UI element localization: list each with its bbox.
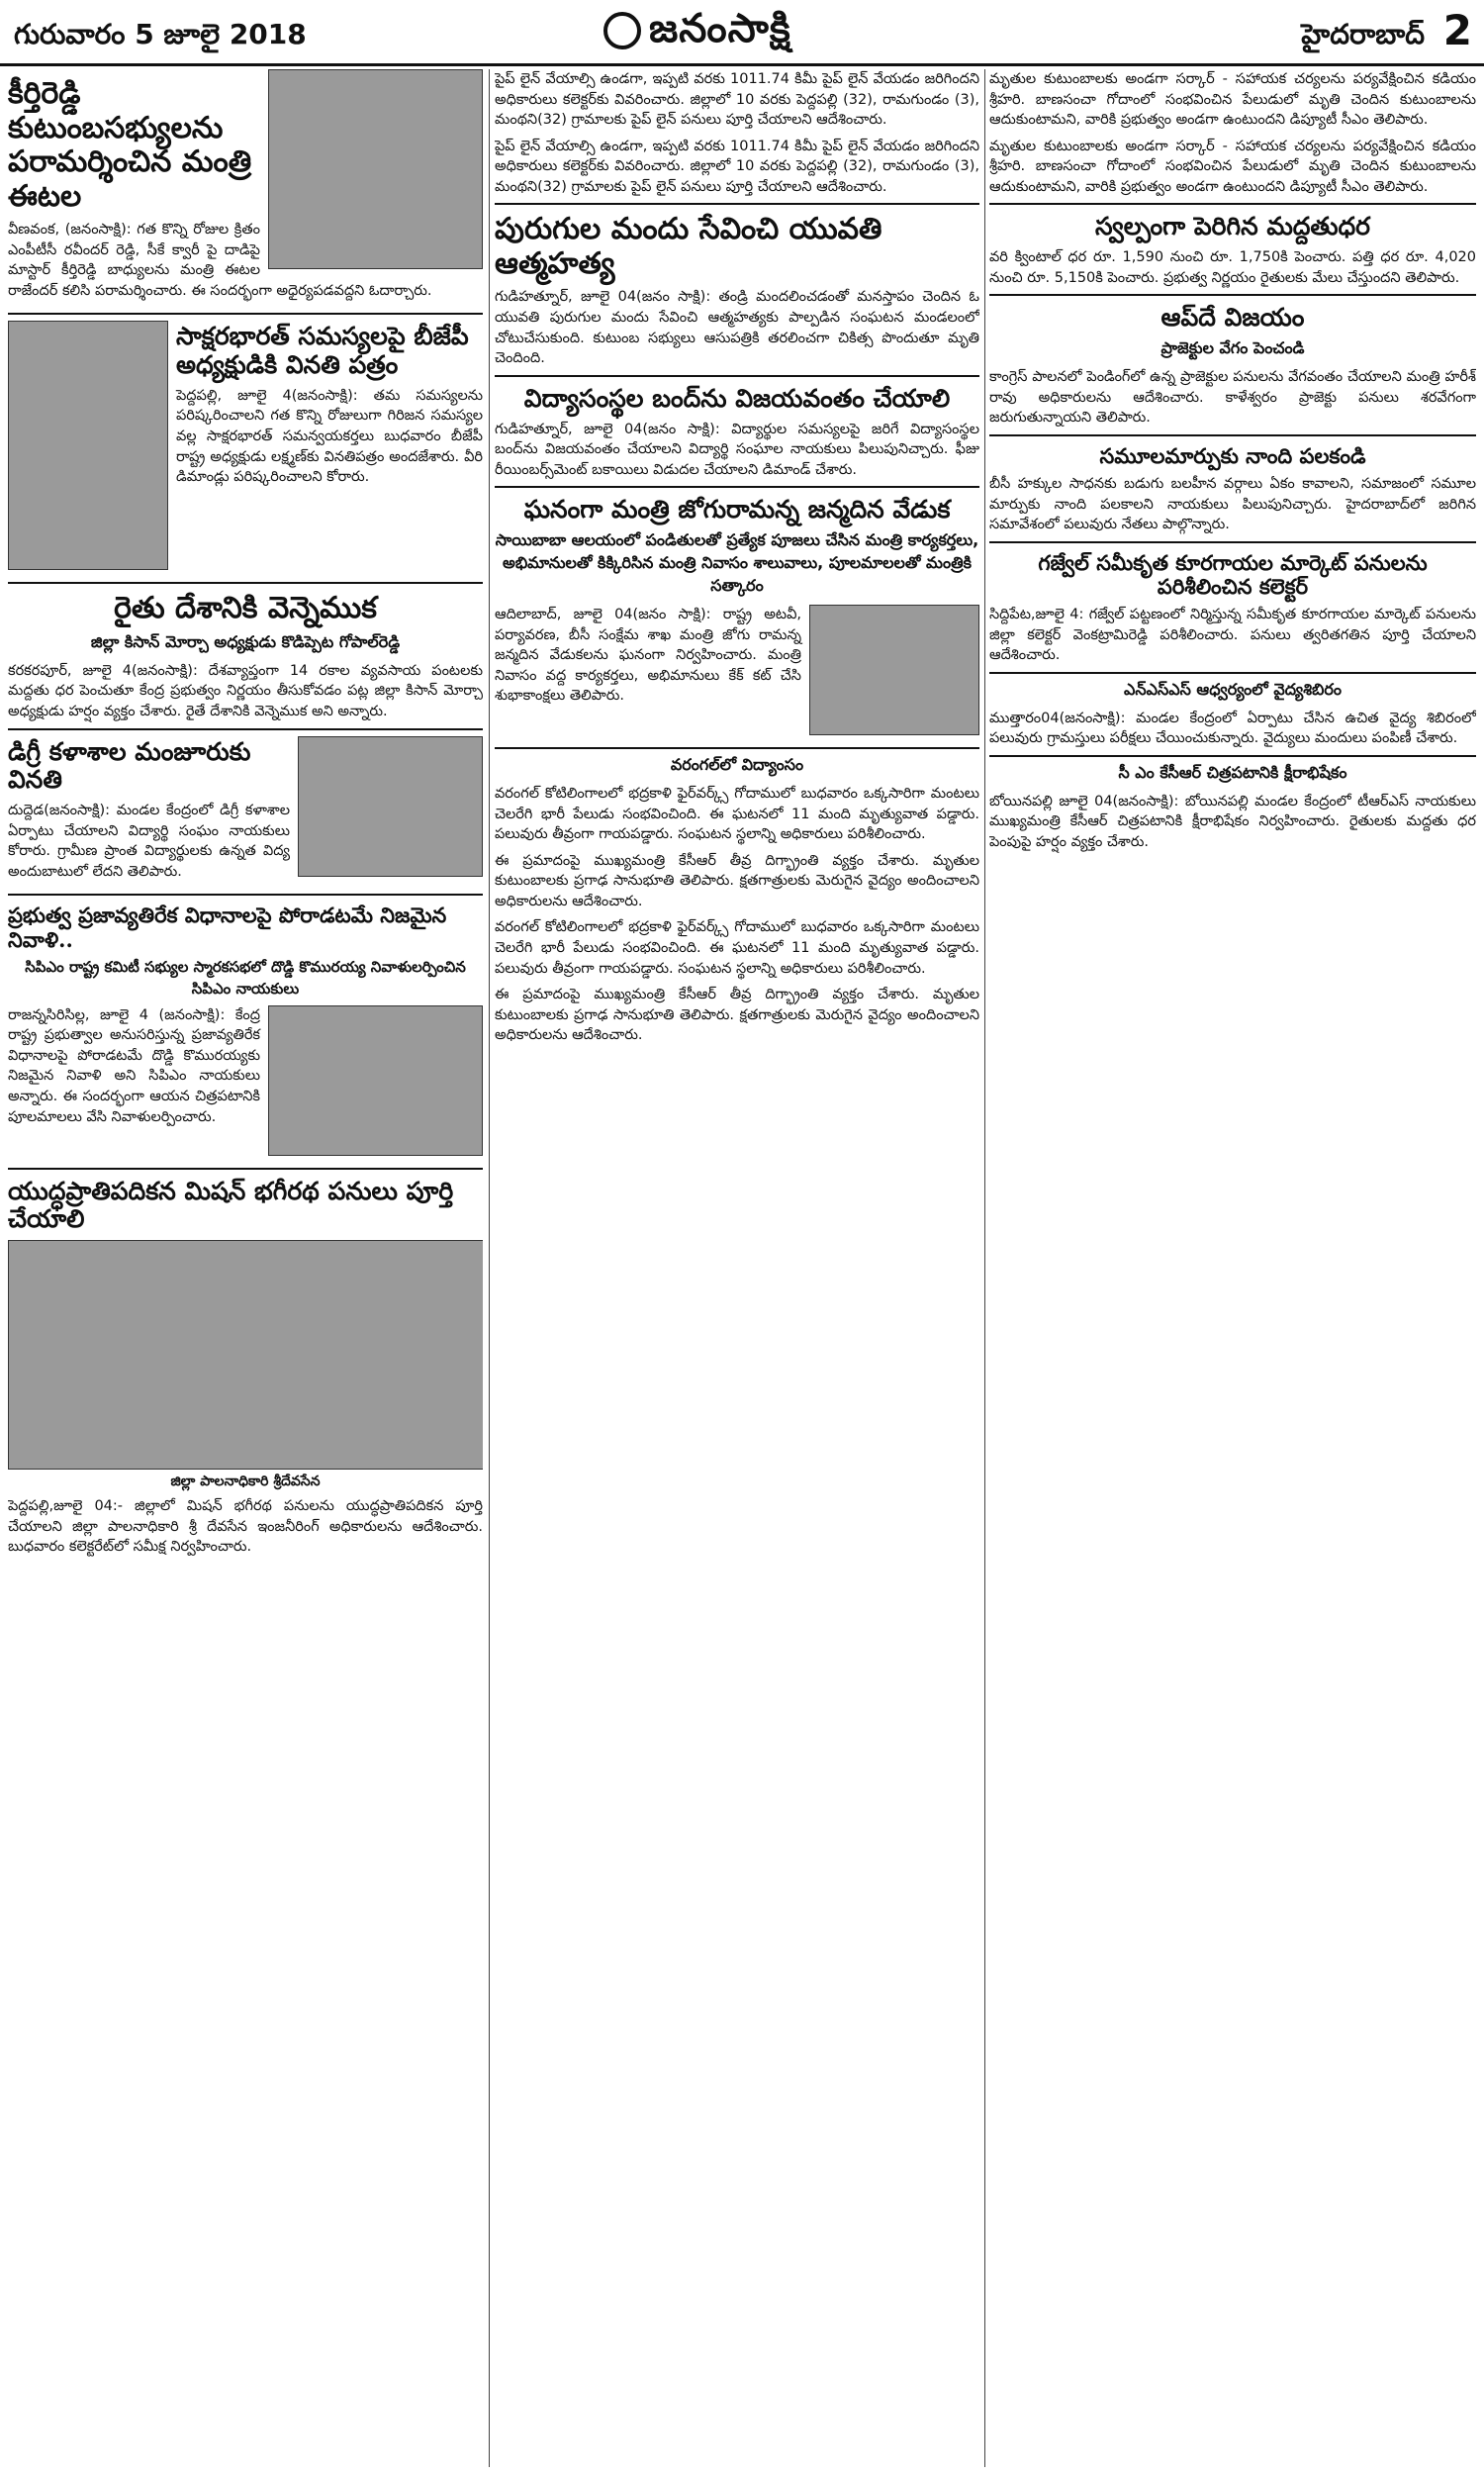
- article-text: వరంగల్ కోటిలింగాలలో భద్రకాళి ఫైర్‌వర్క్స్ గోదాములో బుధవారం ఒక్కసారిగా మంటలు చెలరేగి భారీ పేలుడు సంభవించింది. ఈ ఘటనలో 11 మంది మృత్యువాత పడ్డారు. పలువురు తీవ్రంగా గాయపడ్డారు. సంఘటన స్థలాన్ని అధికారులు పరిశీలించారు.: [495, 919, 979, 977]
- article-text: బోయినపల్లి జూలై 04(జనంసాక్షి): బోయినపల్లి మండల కేంద్రంలో టీఆర్ఎస్ నాయకులు ముఖ్యమంత్రి కేసీఆర్ చిత్రపటానికి క్షీరాభిషేకం నిర్వహించారు. రైతులకు మద్దతు ధర పెంపుపై హర్షం వ్యక్తం చేశారు.: [989, 793, 1476, 851]
- article-text: వరంగల్ కోటిలింగాలలో భద్రకాళి ఫైర్‌వర్క్స్ గోదాములో బుధవారం ఒక్కసారిగా మంటలు చెలరేగి భారీ పేలుడు సంభవించింది. ఈ ఘటనలో 11 మంది మృత్యువాత పడ్డారు. పలువురు తీవ్రంగా గాయపడ్డారు. సంఘటన స్థలాన్ని అధికారులు పరిశీలించారు.: [495, 786, 979, 843]
- headline: స్వల్పంగా పెరిగిన మద్దతుధర: [1094, 212, 1370, 241]
- section-title: సీ ఎం కేసీఆర్ చిత్రపటానికి క్షీరాభిషేకం: [1118, 762, 1347, 782]
- headline: విద్యాసంస్థల బంద్‌ను విజయవంతం చేయాలి: [523, 383, 951, 413]
- logo-mark-icon: [603, 12, 641, 49]
- column-1: [8, 69, 483, 2467]
- article-text: పైప్ లైన్ వేయాల్సి ఉండగా, ఇప్పటి వరకు 1011.74 కిమీ పైప్ లైన్ వేయడం జరిగిందని అధికారులు కలెక్టర్‌కు వివరించారు. జిల్లాలో 10 వరకు పెద్దపల్లి (32), రామగుండం (3), మంథని(32) గ్రామాలకు పైప్ లైన్ పనులు పూర్తి చేయాలని ఆదేశించారు.: [495, 71, 979, 129]
- headline: సాక్షరభారత్ సమస్యలపై బీజేపీ అధ్యక్షుడికి వినతి పత్రం: [176, 322, 469, 380]
- article-text: బీసీ హక్కుల సాధనకు బడుగు బలహీన వర్గాలు ఏకం కావాలని, సమాజంలో సమూల మార్పుకు నాంది పలకాలని నాయకులు పిలుపునిచ్చారు. హైదరాబాద్‌లో జరిగిన సమావేశంలో పలువురు నేతలు పాల్గొన్నారు.: [989, 476, 1476, 533]
- article-text: గుడిహత్నూర్, జూలై 04(జనం సాక్షి): తండ్రి మందలించడంతో మనస్తాపం చెందిన ఓ యువతి పురుగుల మందు సేవించి ఆత్మహత్యకు పాల్పడిన సంఘటన మండలంలో చోటుచేసుకుంది. కుటుంబ సభ్యులు ఆసుపత్రికి తరలించగా చికిత్స పొందుతూ మృతి చెందింది.: [495, 289, 979, 367]
- headline: ఘనంగా మంత్రి జోగురామన్న జన్మదిన వేడుక: [523, 495, 951, 524]
- column-divider: [489, 69, 490, 2467]
- article-text: ఈ ప్రమాదంపై ముఖ్యమంత్రి కేసీఆర్ తీవ్ర దిగ్భ్రాంతి వ్యక్తం చేశారు. మృతుల కుటుంబాలకు ప్రగాఢ సానుభూతి తెలిపారు. క్షతగాత్రులకు మెరుగైన వైద్యం అందించాలని అధికారులను ఆదేశించారు.: [495, 852, 979, 909]
- subheadline: జిల్లా కిసాన్ మోర్చా అధ్యక్షుడు కొడిప్పెట గోపాల్‌రెడ్డి: [90, 631, 401, 651]
- article-text: పెద్దపల్లి, జూలై 4(జనంసాక్షి): తమ సమస్యలను పరిష్కరించాలని గత కొన్ని రోజులుగా గిరిజన సమస్యల వల్ల సాక్షరభారత్ సమన్వయకర్తలు బుధవారం బీజేపీ రాష్ట్ర అధ్యక్షుడు లక్ష్మణ్‌కు వినతిపత్రం అందజేశారు. వీరి డిమాండ్లు పరిష్కరించాలని కోరారు.: [176, 387, 483, 486]
- article-text: వీణవంక, (జనంసాక్షి): గత కొన్ని రోజుల క్రితం ఎంపీటీసీ రవీందర్ రెడ్డి, సీకే క్వారీ పై దాడిపై మాస్టార్ కీర్తిరెడ్డి బాధ్యులను మంత్రి ఈటల రాజేందర్ కలిసి పరామర్శించారు. ఈ సందర్భంగా అధైర్యపడవద్దని ఓదార్చారు.: [8, 222, 432, 299]
- subheadline: సిపిఎం రాష్ట్ర కమిటీ సభ్యుల స్మారకసభలో దొడ్డి కొమురయ్య నివాళులర్పించిన సిపిఎం నాయకులు: [25, 957, 466, 998]
- section-title: ఎన్ఎస్ఎస్ ఆధ్వర్యంలో వైద్యశిబిరం: [1124, 679, 1342, 699]
- news-photo: [268, 69, 483, 269]
- edition-city: హైదరాబాద్: [1301, 18, 1425, 50]
- article-text: గుడిహత్నూర్, జూలై 04(జనం సాక్షి): విద్యార్థుల సమస్యలపై జరిగే విద్యాసంస్థల బంద్‌ను విజయవంతం చేయాలని విద్యార్థి సంఘాల నాయకులు పిలుపునిచ్చారు. ఫీజు రీయింబర్స్‌మెంట్ బకాయిలు విడుదల చేయాలని డిమాండ్ చేశారు.: [495, 421, 979, 478]
- news-photo: [8, 321, 168, 570]
- photo-caption: జిల్లా పాలనాధికారి శ్రీదేవసేన: [170, 1474, 321, 1490]
- page-number: 2: [1442, 6, 1472, 54]
- headline: ప్రభుత్వ ప్రజావ్యతిరేక విధానాలపై పోరాడటమే నిజమైన నివాళి..: [8, 903, 447, 952]
- article-text: వరి క్వింటాల్ ధర రూ. 1,590 నుంచి రూ. 1,750కి పెంచారు. పత్తి ధర రూ. 4,020 నుంచి రూ. 5,150కి పెంచారు. ప్రభుత్వ నిర్ణయం రైతులకు మేలు చేస్తుందని తెలిపారు.: [989, 249, 1476, 286]
- column-2: [495, 69, 979, 2467]
- article-text: ఈ ప్రమాదంపై ముఖ్యమంత్రి కేసీఆర్ తీవ్ర దిగ్భ్రాంతి వ్యక్తం చేశారు. మృతుల కుటుంబాలకు ప్రగాఢ సానుభూతి తెలిపారు. క్షతగాత్రులకు మెరుగైన వైద్యం అందించాలని అధికారులను ఆదేశించారు.: [495, 987, 979, 1044]
- article-text: కాంగ్రెస్ పాలనలో పెండింగ్‌లో ఉన్న ప్రాజెక్టుల పనులను వేగవంతం చేయాలని మంత్రి హరీశ్ రావు అధికారులను ఆదేశించారు. కాళేశ్వరం ప్రాజెక్టు పనులు శరవేగంగా జరుగుతున్నాయని తెలిపారు.: [989, 369, 1476, 427]
- article-text: మృతుల కుటుంబాలకు అండగా సర్కార్ - సహాయక చర్యలను పర్యవేక్షించిన కడియం శ్రీహరి. బాణసంచా గోదాంలో సంభవించిన పేలుడులో మృతి చెందిన కుటుంబాలను ఆదుకుంటామని, వారికి ప్రభుత్వం అండగా ఉంటుందని డిప్యూటీ సీఎం తెలిపారు.: [989, 71, 1476, 129]
- news-photo: [298, 736, 483, 877]
- headline: పురుగుల మందు సేవించి యువతి ఆత్మహత్య: [495, 212, 882, 281]
- article-text: మృతుల కుటుంబాలకు అండగా సర్కార్ - సహాయక చర్యలను పర్యవేక్షించిన కడియం శ్రీహరి. బాణసంచా గోదాంలో సంభవించిన పేలుడులో మృతి చెందిన కుటుంబాలను ఆదుకుంటామని, వారికి ప్రభుత్వం అండగా ఉంటుందని డిప్యూటీ సీఎం తెలిపారు.: [989, 138, 1476, 195]
- article-text: రాజన్నసిరిసిల్ల, జూలై 4 (జనంసాక్షి): కేంద్ర రాష్ట్ర ప్రభుత్వాల అనుసరిస్తున్న ప్రజావ్యతిరేక విధానాలపై పోరాడటమే దొడ్డి కొమురయ్యకు నిజమైన నివాళి అని సిపిఎం నాయకులు అన్నారు. ఈ సందర్భంగా ఆయన చిత్రపటానికి పూలమాలలు వేసి నివాళులర్పించారు.: [8, 1006, 260, 1125]
- paper-logo: [603, 6, 791, 61]
- news-photo: [8, 1240, 483, 1470]
- article-text: ముత్తారం04(జనంసాక్షి): మండల కేంద్రంలో ఏర్పాటు చేసిన ఉచిత వైద్య శిబిరంలో పలువురు గ్రామస్తులు పరీక్షలు చేయించుకున్నారు. వైద్యులు మందులు పంపిణీ చేశారు.: [989, 710, 1476, 747]
- headline: ఆప్‌దే విజయం: [1160, 303, 1305, 333]
- column-divider: [984, 69, 985, 2467]
- headline: సమూలమార్పుకు నాంది పలకండి: [1099, 442, 1366, 468]
- article-text: పెద్దపల్లి,జూలై 04:- జిల్లాలో మిషన్ భగీరథ పనులను యుద్ధప్రాతిపదికన పూర్తి చేయాలని జిల్లా పాలనాధికారి శ్రీ దేవసేన ఇంజనీరింగ్ అధికారులను ఆదేశించారు. బుధవారం కలెక్టరేట్‌లో సమీక్ష నిర్వహించారు.: [8, 1498, 483, 1556]
- article-text: సిద్దిపేట,జూలై 4: గజ్వేల్ పట్టణంలో నిర్మిస్తున్న సమీకృత కూరగాయల మార్కెట్ పనులను జిల్లా కలెక్టర్ వెంకట్రామిరెడ్డి పరిశీలించారు. పనులు త్వరితగతిన పూర్తి చేయాలని ఆదేశించారు.: [989, 607, 1476, 664]
- headline: డిగ్రీ కళాశాల మంజూరుకు వినతి: [8, 736, 251, 795]
- headline: గజ్వేల్ సమీకృత కూరగాయల మార్కెట్ పనులను పరిశీలించిన కలెక్టర్: [1038, 549, 1428, 599]
- issue-date: గురువారం 5 జూలై 2018: [14, 18, 307, 50]
- article-text: పైప్ లైన్ వేయాల్సి ఉండగా, ఇప్పటి వరకు 1011.74 కిమీ పైప్ లైన్ వేయడం జరిగిందని అధికారులు కలెక్టర్‌కు వివరించారు. జిల్లాలో 10 వరకు పెద్దపల్లి (32), రామగుండం (3), మంథని(32) గ్రామాలకు పైప్ లైన్ పనులు పూర్తి చేయాలని ఆదేశించారు.: [495, 138, 979, 195]
- subheadline: ప్రాజెక్టుల వేగం పెంచండి: [1160, 338, 1305, 358]
- paper-name: జనంసాక్షి: [649, 6, 791, 51]
- news-photo: [268, 1005, 483, 1156]
- column-3: [989, 69, 1476, 2467]
- article-text: దుద్దెడ(జనంసాక్షి): మండల కేంద్రంలో డిగ్రీ కళాశాల ఏర్పాటు చేయాలని విద్యార్థి సంఘం నాయకులు కోరారు. గ్రామీణ ప్రాంత విద్యార్థులకు ఉన్నత విద్య అందుబాటులో లేదని తెలిపారు.: [8, 803, 290, 880]
- subheadline: సాయిబాబా ఆలయంలో పండితులతో ప్రత్యేక పూజలు చేసిన మంత్రి కార్యకర్తలు, అభిమానులతో కిక్కిరిసిన మంత్రి నివాసం శాలువాలు, పూలమాలలతో మంత్రికి సత్కారం: [495, 530, 979, 596]
- headline: కీర్తిరెడ్డి కుటుంబసభ్యులను పరామర్శించిన మంత్రి ఈటల: [8, 76, 252, 214]
- news-photo: [809, 605, 979, 735]
- masthead: [0, 0, 1484, 66]
- article-text: కరకరపూర్, జూలై 4(జనంసాక్షి): దేశవ్యాప్తంగా 14 రకాల వ్యవసాయ పంటలకు మద్దతు ధర పెంచుతూ కేంద్ర ప్రభుత్వం నిర్ణయం తీసుకోవడం పట్ల జిల్లా కిసాన్ మోర్చా అధ్యక్షుడు హర్షం వ్యక్తం చేశారు. రైతే దేశానికి వెన్నెముక అని అన్నారు.: [8, 662, 483, 719]
- section-title: వరంగల్‌లో విద్యాంసం: [670, 755, 804, 775]
- article-text: ఆదిలాబాద్, జూలై 04(జనం సాక్షి): రాష్ట్ర అటవీ, పర్యావరణ, బీసీ సంక్షేమ శాఖ మంత్రి జోగు రామన్న జన్మదిన వేడుకలను ఘనంగా నిర్వహించారు. మంత్రి నివాసం వద్ద కార్యకర్తలు, అభిమానులు కేక్ కట్ చేసి శుభాకాంక్షలు తెలిపారు.: [495, 607, 801, 705]
- headline: యుద్ధప్రాతిపదికన మిషన్ భగీరథ పనులు పూర్తి చేయాలి: [8, 1176, 454, 1234]
- headline: రైతు దేశానికి వెన్నెముక: [114, 591, 377, 626]
